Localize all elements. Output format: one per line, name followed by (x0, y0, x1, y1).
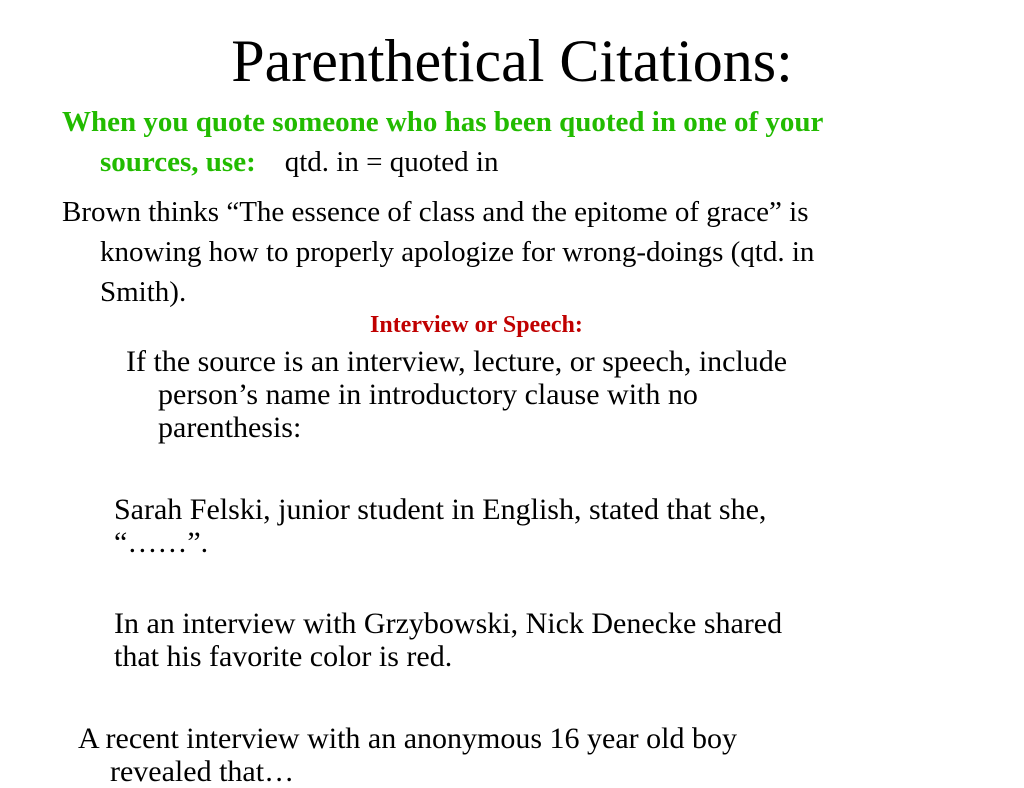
interview-rule-line3: parenthesis: (158, 411, 302, 444)
example-felski-line1: Sarah Felski, junior student in English, stated that she, (114, 493, 767, 526)
qtd-rule-lead-line1: When you quote someone who has been quoted in one of your (62, 106, 824, 138)
interview-rule-line1: If the source is an interview, lecture, or speech, include (126, 345, 788, 378)
example-anonymous-line1: A recent interview with an anonymous 16 year old boy (78, 722, 738, 755)
example-brown-line3: Smith). (100, 276, 187, 308)
slide-title: Parenthetical Citations: (231, 28, 793, 94)
example-brown-line1: Brown thinks “The essence of class and the epitome of grace” is (62, 196, 809, 228)
example-anonymous (78, 722, 737, 788)
example-brown (62, 192, 814, 312)
qtd-rule-paragraph (62, 102, 823, 182)
example-brown-line2: knowing how to properly apologize for wrong-doings (qtd. in (100, 236, 815, 268)
qtd-rule-note: qtd. in = quoted in (284, 146, 499, 178)
qtd-rule-line2 (62, 142, 823, 182)
example-denecke (114, 607, 782, 673)
interview-rule (126, 345, 787, 444)
interview-rule-line2: person’s name in introductory clause with no (158, 378, 698, 411)
example-felski (114, 493, 766, 559)
example-denecke-line1: In an interview with Grzybowski, Nick Denecke shared (114, 607, 783, 640)
interview-heading: Interview or Speech: (370, 312, 583, 338)
example-denecke-line2: that his favorite color is red. (114, 640, 453, 673)
qtd-rule-lead-line2: sources, use: (100, 146, 256, 178)
qtd-rule-spacer (263, 146, 278, 178)
example-anonymous-line2: revealed that… (110, 755, 295, 788)
example-felski-line2: “……”. (114, 526, 209, 559)
